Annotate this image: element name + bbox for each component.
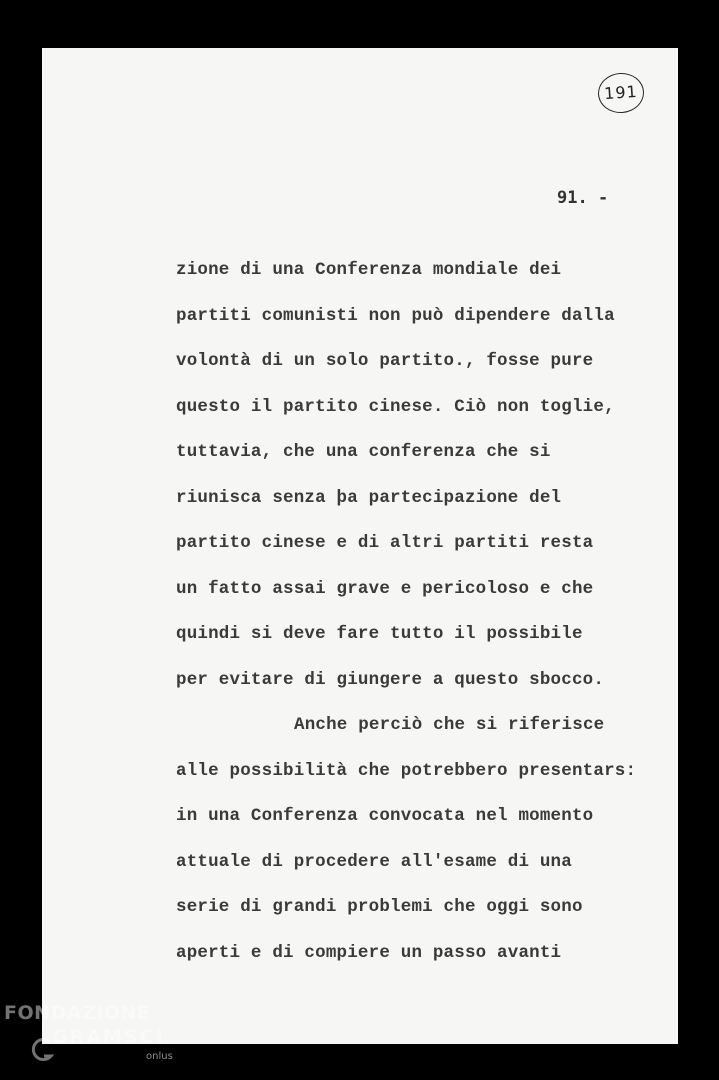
watermark-title: FONDAZIONE — [4, 1002, 151, 1024]
text-line: volontà di un solo partito., fosse pure — [176, 351, 594, 371]
watermark-subtitle: GRAMSCI — [52, 1026, 165, 1048]
text-line: questo il partito cinese. Ciò non toglie, — [176, 396, 615, 417]
text-line: partito cinese e di altri partiti resta — [176, 533, 594, 553]
text-line: in una Conferenza convocata nel momento — [176, 806, 594, 826]
text-line: riunisca senza þa partecipazione del — [176, 487, 562, 508]
foundation-watermark — [4, 1002, 194, 1078]
text-line: tuttavia, che una conferenza che si — [176, 442, 551, 462]
text-line: un fatto assai grave e pericoloso e che — [176, 578, 594, 599]
text-line: zione di una Conferenza mondiale dei — [176, 260, 562, 280]
page-number: 91. - — [557, 188, 609, 208]
text-line-indented: Anche perciò che si riferisce — [294, 715, 605, 735]
text-line: quindi si deve fare tutto il possibile — [176, 624, 583, 644]
text-line: partiti comunisti non può dipendere dalla — [176, 305, 615, 326]
text-line: attuale di procedere all'esame di una — [176, 851, 572, 872]
typed-page — [42, 48, 678, 1044]
archive-stamp: 191 — [597, 71, 646, 114]
text-line: aperti e di compiere un passo avanti — [176, 942, 562, 963]
text-line: per evitare di giungere a questo sbocco. — [176, 669, 605, 690]
typed-body — [176, 255, 678, 983]
watermark-suffix: onlus — [146, 1051, 173, 1062]
text-line: alle possibilità che potrebbero presentars: — [176, 760, 637, 781]
text-line: serie di grandi problemi che oggi sono — [176, 897, 583, 917]
